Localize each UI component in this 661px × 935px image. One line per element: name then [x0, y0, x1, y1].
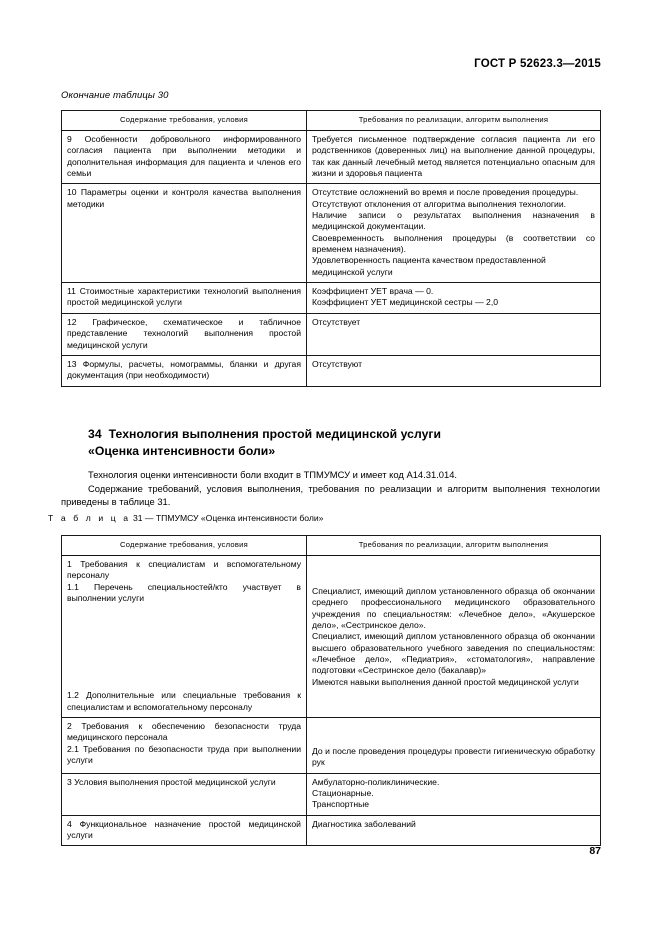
implementation-line: До и после проведения процедуры провести гигиеническую обработку рук: [312, 746, 595, 768]
implementation-cell: [307, 131, 601, 184]
implementation-line: Транспортные: [312, 799, 370, 810]
table-row: [62, 184, 601, 283]
section-title-line-1: Технология выполнения простой медицинской услуги: [108, 427, 442, 441]
implementation-line: Специалист, имеющий диплом установленного образца об окончании высшего образовательного учебного заведения по специальностям: «Лечебное дело», «Педиатрия», «стоматология», направление подготовки «Сестринское дело (бакалавр)»: [312, 631, 595, 676]
requirement-cell: 13 Формулы, расчеты, номограммы, бланки и другая документация (при необходимости): [62, 355, 307, 386]
implementation-cell: [307, 773, 601, 815]
section-heading: [88, 426, 593, 460]
implementation-line: Отсутствует: [312, 316, 361, 327]
table-31-header-row: [62, 536, 601, 556]
implementation-line: Наличие записи о результатах выполнения назначения в медицинской документации.: [312, 210, 595, 232]
requirement-line: 1 Требования к специалистам и вспомогательному персоналу: [67, 559, 301, 581]
table-row: [62, 283, 601, 314]
requirement-cell: [62, 773, 307, 815]
requirement-cell: [62, 718, 307, 774]
implementation-line: Отсутствуют отклонения от алгоритма выполнения технологии.: [312, 198, 567, 209]
implementation-line: Диагностика заболеваний: [312, 818, 416, 829]
table-31-caption: [48, 513, 323, 523]
body-paragraph: Содержание требований, условия выполнения, требования по реализации и алгоритм выполнения технологии приведены в таблице 31.: [61, 482, 600, 508]
table-row: [62, 773, 601, 815]
implementation-cell: [307, 313, 601, 355]
table-row: [62, 556, 601, 718]
implementation-cell: [307, 184, 601, 283]
requirement-cell: 11 Стоимостные характеристики технологий выполнения простой медицинской услуги: [62, 283, 307, 314]
implementation-cell: [307, 815, 601, 846]
requirement-cell: [62, 815, 307, 846]
table-row: [62, 718, 601, 774]
section-number: 34: [88, 427, 102, 441]
requirement-line: 4 Функциональное назначение простой медицинской услуги: [67, 818, 301, 841]
requirement-line: 2.1 Требования по безопасности труда при выполнении услуги: [67, 743, 301, 766]
table-30-col2-header: Требования по реализации, алгоритм выполнения: [307, 111, 601, 131]
implementation-line: Имеются навыки выполнения данной простой медицинской услуги: [312, 676, 579, 687]
standard-id-header: ГОСТ Р 52623.3—2015: [474, 58, 601, 70]
table-30: [61, 110, 601, 387]
implementation-line: Требуется письменное подтверждение согласия пациента ли его родственников (доверенных лиц) на выполнение данной процедуры, так как данный лечебный метод является потенциально опасным для жизни и здоровья пациента: [312, 134, 595, 179]
implementation-cell: [307, 355, 601, 386]
implementation-line: Коэффициент УЕТ врача — 0.: [312, 286, 434, 297]
requirement-cell: 12 Графическое, схематическое и табличное представление технологий выполнения простой медицинской услуги: [62, 313, 307, 355]
table-row: [62, 131, 601, 184]
implementation-line: Стационарные.: [312, 788, 374, 799]
requirement-line: 3 Условия выполнения простой медицинской услуги: [67, 776, 276, 787]
implementation-line: Отсутствуют: [312, 358, 363, 369]
implementation-cell: [307, 718, 601, 774]
table-31-col2-header: Требования по реализации, алгоритм выполнения: [307, 536, 601, 556]
table-31: [61, 535, 601, 846]
section-title-line-2: «Оценка интенсивности боли»: [88, 443, 276, 458]
implementation-line: Специалист, имеющий диплом установленного образца об окончании среднего профессионального медицинского образовательного учреждения по специальностям: «Лечебное дело», «Акушерское дело», «Сестринское дело».: [312, 586, 595, 631]
table-caption-label: Т а б л и ц а: [48, 513, 131, 523]
implementation-cell: [307, 283, 601, 314]
page-number: 87: [589, 845, 601, 857]
implementation-cell: [307, 556, 601, 718]
implementation-line: Своевременность выполнения процедуры (в соответствии со временем назначения).: [312, 232, 595, 255]
cell-spacer: [67, 604, 301, 690]
implementation-line: Амбулаторно-поликлинические.: [312, 776, 440, 787]
requirement-cell: 10 Параметры оценки и контроля качества выполнения методики: [62, 184, 307, 283]
table-caption-text: 31 — ТПМУМСУ «Оценка интенсивности боли»: [132, 513, 324, 523]
table-30-col1-header: Содержание требования, условия: [62, 111, 307, 131]
table-row: [62, 815, 601, 846]
requirement-line: 1.2 Дополнительные или специальные требования к специалистам и вспомогательному персоналу: [67, 690, 301, 712]
table-row: [62, 313, 601, 355]
section-body-text: [61, 468, 600, 509]
requirement-line: 2 Требования к обеспечению безопасности труда медицинского персонала: [67, 721, 301, 743]
table-row: [62, 355, 601, 386]
table-30-continuation-caption: Окончание таблицы 30: [61, 90, 169, 101]
body-paragraph: Технология оценки интенсивности боли входит в ТПМУМСУ и имеет код А14.31.014.: [88, 469, 458, 480]
requirement-cell: 9 Особенности добровольного информированного согласия пациента при выполнении методики и дополнительная информация для пациента и членов его семьи: [62, 131, 307, 184]
requirement-line: 1.1 Перечень специальностей/кто участвует в выполнении услуги: [67, 581, 301, 604]
implementation-line: Удовлетворенность пациента качеством предоставленной медицинской услуги: [312, 255, 546, 277]
table-31-col1-header: Содержание требования, условия: [62, 536, 307, 556]
table-30-header-row: [62, 111, 601, 131]
implementation-line: Коэффициент УЕТ медицинской сестры — 2,0: [312, 297, 498, 308]
implementation-line: Отсутствие осложнений во время и после проведения процедуры.: [312, 187, 579, 198]
requirement-cell: [62, 556, 307, 718]
